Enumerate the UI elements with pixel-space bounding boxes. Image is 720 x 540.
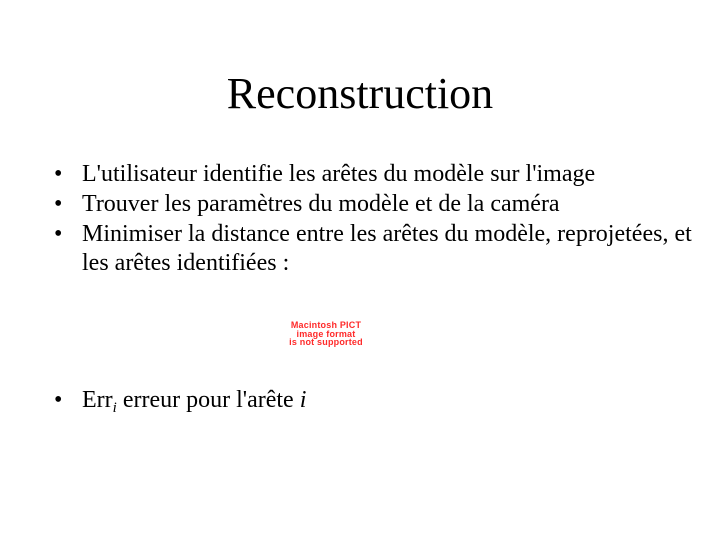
placeholder-line: image format xyxy=(296,328,356,339)
bullet-dot: • xyxy=(54,191,63,217)
bullet-list xyxy=(54,160,694,279)
bullet-dot: • xyxy=(54,387,63,413)
bullet-dot: • xyxy=(54,221,63,247)
slide-title: Reconstruction xyxy=(226,69,494,118)
err-bullet-list xyxy=(54,386,694,424)
unsupported-image-placeholder xyxy=(268,321,384,347)
bullet-text: L'utilisateur identifie les arêtes du modèle sur l'image xyxy=(82,161,596,187)
placeholder-line: Macintosh PICT xyxy=(290,320,362,330)
bullet-item xyxy=(54,220,694,278)
err-subscript: i xyxy=(112,400,117,416)
err-variable: i xyxy=(299,387,307,413)
bullet-text: Minimiser la distance entre les arêtes du modèle, reprojetées, et les arêtes identifiées : xyxy=(82,221,692,276)
bullet-item xyxy=(54,386,694,423)
bullet-dot: • xyxy=(54,161,63,187)
bullet-item xyxy=(54,160,694,189)
bullet-text: Trouver les paramètres du modèle et de la caméra xyxy=(82,191,560,217)
placeholder-line: is not supported xyxy=(289,337,363,347)
err-text: erreur pour l'arête xyxy=(116,387,300,413)
bullet-item xyxy=(54,190,694,219)
err-term: Err xyxy=(82,387,113,413)
